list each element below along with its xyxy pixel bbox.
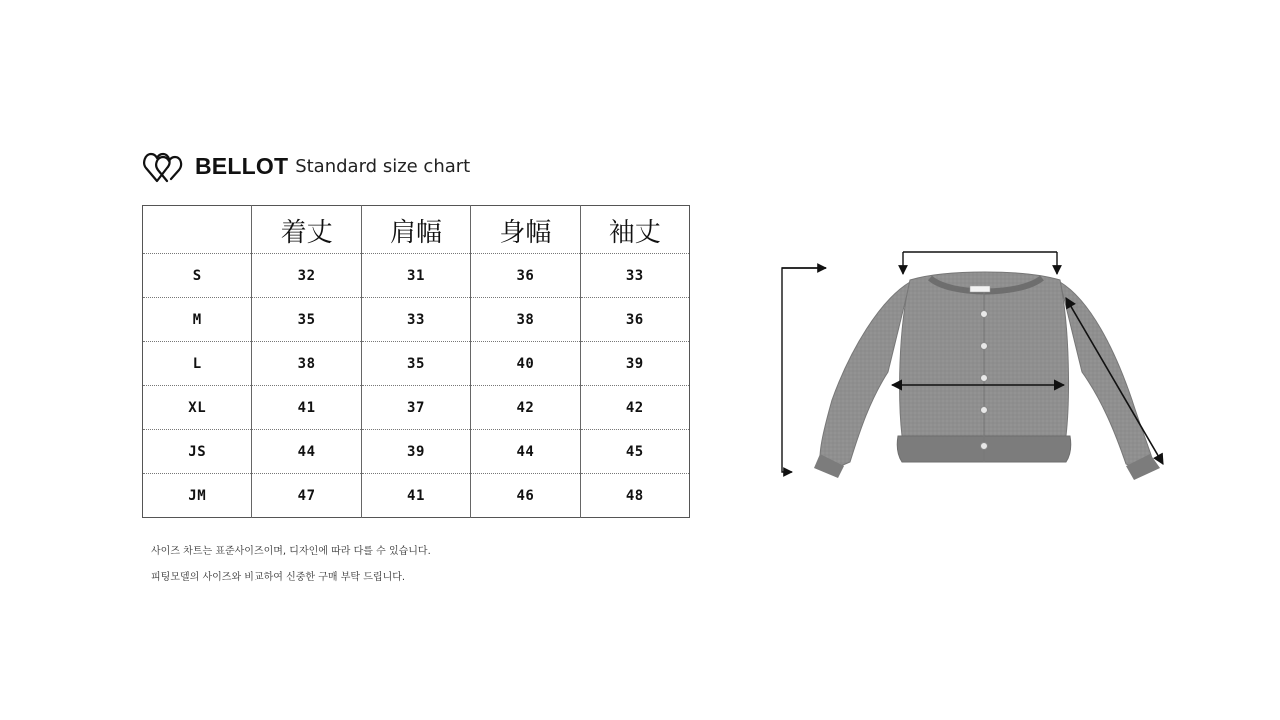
size-label: L xyxy=(143,342,252,386)
size-label: S xyxy=(143,254,252,298)
table-header-row xyxy=(143,206,690,254)
cardigan-icon xyxy=(814,272,1160,480)
size-label: JM xyxy=(143,474,252,518)
header-cell-sleeve: 袖丈 xyxy=(580,206,689,254)
table-cell: 45 xyxy=(580,430,689,474)
size-label: M xyxy=(143,298,252,342)
table-cell: 36 xyxy=(471,254,580,298)
table-cell: 32 xyxy=(252,254,361,298)
size-label: XL xyxy=(143,386,252,430)
header-cell-chest: 身幅 xyxy=(471,206,580,254)
page-subtitle: Standard size chart xyxy=(295,155,471,177)
table-cell: 39 xyxy=(580,342,689,386)
table-cell: 33 xyxy=(580,254,689,298)
table-cell: 35 xyxy=(252,298,361,342)
table-cell: 33 xyxy=(361,298,470,342)
table-cell: 46 xyxy=(471,474,580,518)
table-row xyxy=(143,254,690,298)
table-cell: 31 xyxy=(361,254,470,298)
double-heart-logo-icon xyxy=(143,148,183,184)
table-cell: 39 xyxy=(361,430,470,474)
table-cell: 40 xyxy=(471,342,580,386)
table-cell: 42 xyxy=(471,386,580,430)
brand-name: BELLOT xyxy=(195,152,289,179)
header-cell-length: 着丈 xyxy=(252,206,361,254)
length-arrow-icon xyxy=(782,268,826,472)
table-row xyxy=(143,474,690,518)
table-row xyxy=(143,386,690,430)
table-cell: 41 xyxy=(361,474,470,518)
table-cell: 48 xyxy=(580,474,689,518)
shoulder-width-arrow-icon xyxy=(903,252,1057,274)
table-cell: 44 xyxy=(471,430,580,474)
table-cell: 41 xyxy=(252,386,361,430)
note-line: 사이즈 차트는 표준사이즈이며, 디자인에 따라 다를 수 있습니다. xyxy=(151,546,431,557)
table-row xyxy=(143,342,690,386)
table-cell: 42 xyxy=(580,386,689,430)
table-cell: 47 xyxy=(252,474,361,518)
size-notes xyxy=(151,545,431,597)
size-chart-table xyxy=(142,205,690,518)
sleeve-length-arrow-icon xyxy=(1066,298,1163,464)
table-row xyxy=(143,298,690,342)
table-row xyxy=(143,430,690,474)
table-cell: 38 xyxy=(252,342,361,386)
table-cell: 44 xyxy=(252,430,361,474)
table-cell: 38 xyxy=(471,298,580,342)
size-label: JS xyxy=(143,430,252,474)
header-cell-corner xyxy=(143,206,252,254)
table-cell: 37 xyxy=(361,386,470,430)
page-header xyxy=(143,146,470,186)
note-line: 피팅모델의 사이즈와 비교하여 신중한 구매 부탁 드립니다. xyxy=(151,572,406,583)
table-cell: 36 xyxy=(580,298,689,342)
cardigan-measurement-diagram xyxy=(770,240,1190,500)
table-cell: 35 xyxy=(361,342,470,386)
header-cell-shoulder: 肩幅 xyxy=(361,206,470,254)
